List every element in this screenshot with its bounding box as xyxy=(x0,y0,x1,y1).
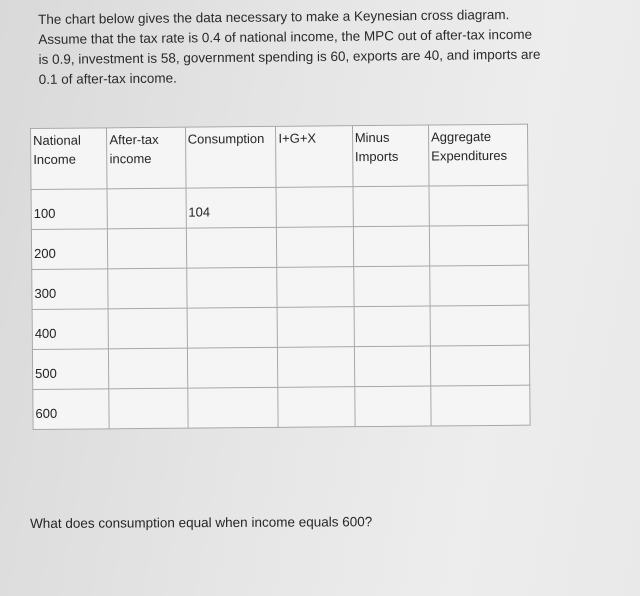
cell-igx[interactable] xyxy=(277,307,354,348)
header-national-income: National Income xyxy=(31,128,108,190)
problem-statement xyxy=(38,4,599,90)
cell-national-income: 300 xyxy=(32,269,109,310)
cell-after-tax-income[interactable] xyxy=(109,388,188,429)
cell-consumption[interactable] xyxy=(186,267,277,308)
cell-igx[interactable] xyxy=(277,227,354,268)
cell-after-tax-income[interactable] xyxy=(108,268,187,309)
cell-consumption[interactable] xyxy=(186,227,277,268)
table-header-row xyxy=(31,124,529,189)
table-row xyxy=(32,345,529,389)
table-row xyxy=(33,385,530,429)
cell-consumption[interactable]: 104 xyxy=(186,187,277,228)
header-after-tax-income: After-tax income xyxy=(107,127,186,189)
cell-national-income: 400 xyxy=(32,309,109,350)
cell-aggregate-expenditures[interactable] xyxy=(430,265,529,306)
cell-igx[interactable] xyxy=(277,267,354,308)
problem-line-2: Assume that the tax rate is 0.4 of national income, the MPC out of after-tax income xyxy=(38,26,533,47)
cell-igx[interactable] xyxy=(276,187,353,228)
problem-line-4: 0.1 of after-tax income. xyxy=(38,70,177,87)
cell-minus-imports[interactable] xyxy=(354,386,431,427)
cell-aggregate-expenditures[interactable] xyxy=(430,305,529,346)
table-row xyxy=(31,185,528,229)
cell-national-income: 500 xyxy=(32,349,109,390)
cell-consumption[interactable] xyxy=(187,307,278,348)
cell-aggregate-expenditures[interactable] xyxy=(430,345,529,386)
cell-national-income: 600 xyxy=(33,389,110,430)
table-row xyxy=(31,225,528,269)
cell-minus-imports[interactable] xyxy=(353,226,430,267)
cell-national-income: 100 xyxy=(31,189,108,230)
cell-minus-imports[interactable] xyxy=(354,306,431,347)
cell-minus-imports[interactable] xyxy=(353,186,430,227)
question-text: What does consumption equal when income equals 600? xyxy=(30,514,373,531)
header-minus-imports: Minus Imports xyxy=(352,125,429,187)
cell-minus-imports[interactable] xyxy=(354,346,431,387)
keynesian-cross-table xyxy=(30,124,531,430)
cell-aggregate-expenditures[interactable] xyxy=(429,185,528,226)
cell-aggregate-expenditures[interactable] xyxy=(429,225,528,266)
cell-national-income: 200 xyxy=(31,229,108,270)
cell-aggregate-expenditures[interactable] xyxy=(431,385,530,426)
problem-line-1: The chart below gives the data necessary to make a Keynesian cross diagram. xyxy=(38,7,510,27)
cell-minus-imports[interactable] xyxy=(353,266,430,307)
header-consumption: Consumption xyxy=(185,126,276,188)
cell-igx[interactable] xyxy=(278,387,355,428)
cell-after-tax-income[interactable] xyxy=(108,308,187,349)
cell-consumption[interactable] xyxy=(187,347,278,388)
cell-consumption[interactable] xyxy=(187,387,278,428)
header-aggregate-expenditures: Aggregate Expenditures xyxy=(428,124,528,186)
cell-after-tax-income[interactable] xyxy=(108,228,187,269)
keynesian-cross-table-sheet xyxy=(30,124,533,468)
table-row xyxy=(32,305,529,349)
table-row xyxy=(32,265,529,309)
cell-igx[interactable] xyxy=(278,347,355,388)
problem-line-3: is 0.9, investment is 58, government spending is 60, exports are 40, and imports are xyxy=(38,46,541,67)
cell-after-tax-income[interactable] xyxy=(107,188,186,229)
cell-after-tax-income[interactable] xyxy=(109,348,188,389)
header-igx: I+G+X xyxy=(276,126,353,188)
